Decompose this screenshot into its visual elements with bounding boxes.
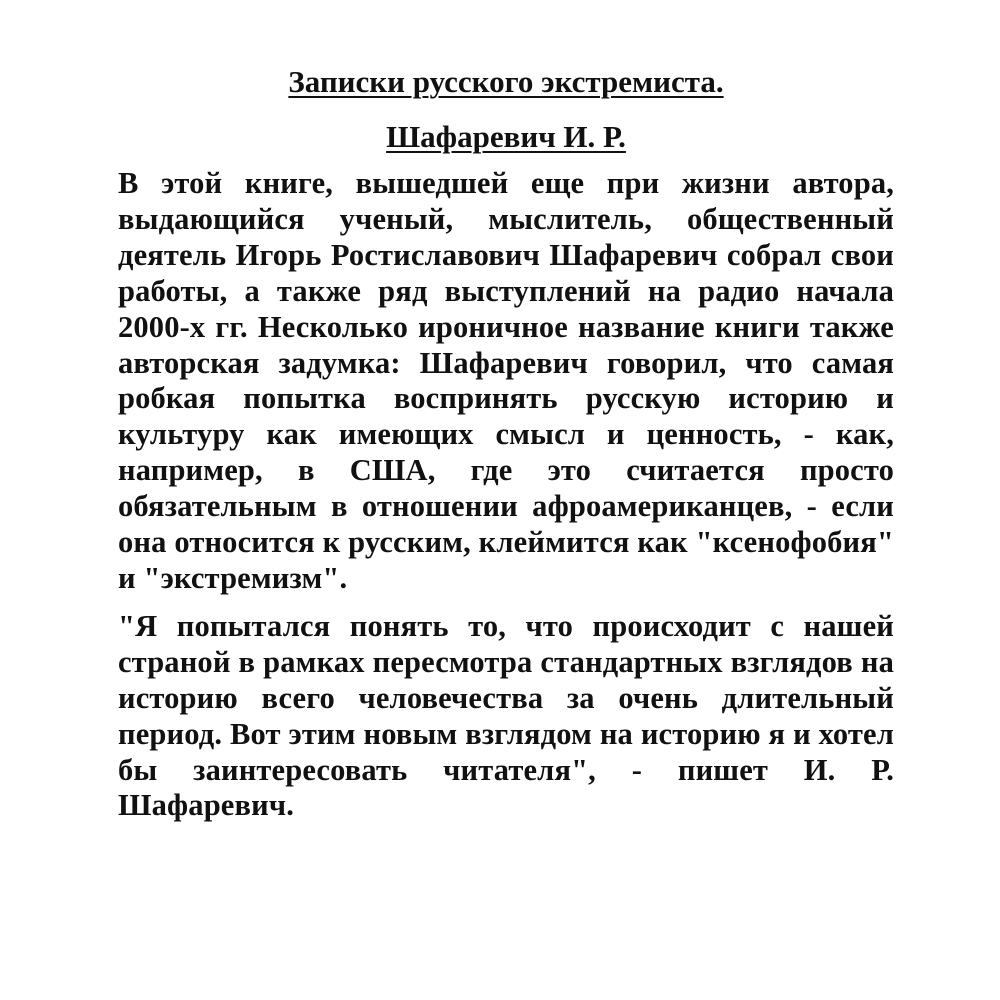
- description-paragraph: В этой книге, вышедшей еще при жизни автора, выдающийся ученый, мыслитель, общественный деятель Игорь Ростиславович Шафаревич собрал свои работы, а также ряд выступлений на радио начала 2000-х гг. Несколько ироничное название книги также авторская задумка: Шафаревич говорил, что самая робкая попытка воспринять русскую историю и культуру как имеющих смысл и ценность, - как, например, в США, где это считается просто обязательным в отношении афроамериканцев, - если она относится к русским, клеймится как "ксенофобия" и "экстремизм".: [118, 166, 894, 595]
- book-title: Записки русского экстремиста.: [288, 64, 724, 99]
- book-author: Шафаревич И. Р.: [386, 119, 626, 154]
- quote-paragraph: "Я попытался понять то, что происходит с нашей страной в рамках пересмотра стандартных взглядов на историю всего человечества за очень длительный период. Вот этим новым взглядом на историю я и хотел бы заинтересовать читателя", - пишет И. Р. Шафаревич.: [118, 608, 894, 823]
- book-description-page: [118, 62, 894, 824]
